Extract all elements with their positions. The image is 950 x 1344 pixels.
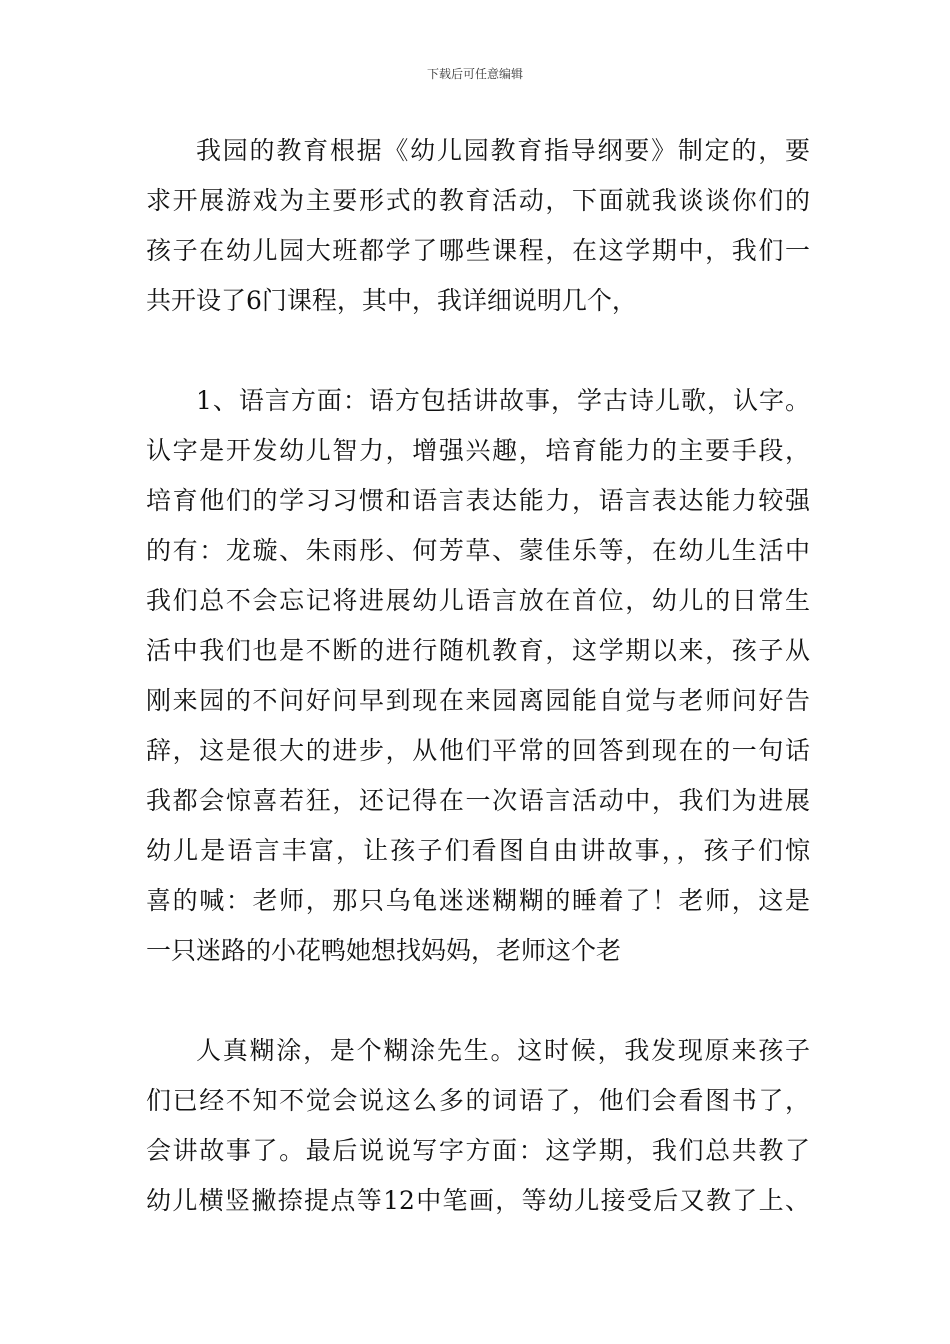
paragraph-2 xyxy=(146,376,810,976)
text-line: 培育他们的学习习惯和语言表达能力，语言表达能力较强 xyxy=(146,486,810,515)
text-line: 我们总不会忘记将进展幼儿语言放在首位，幼儿的日常生 xyxy=(146,586,810,615)
text-line: 孩子在幼儿园大班都学了哪些课程，在这学期中，我们一 xyxy=(146,236,810,265)
text-line: 我园的教育根据《幼儿园教育指导纲要》制定的，要 xyxy=(196,136,810,165)
text-line: 一只迷路的小花鸭她想找妈妈，老师这个老 xyxy=(146,936,622,965)
text-line: 幼儿是语言丰富，让孩子们看图自由讲故事，，孩子们惊 xyxy=(146,836,810,865)
text-line: 认字是开发幼儿智力，增强兴趣，培育能力的主要手段， xyxy=(146,436,810,465)
text-line: 我都会惊喜若狂，还记得在一次语言活动中，我们为进展 xyxy=(146,786,810,815)
text-line: 的有：龙璇、朱雨彤、何芳草、蒙佳乐等，在幼儿生活中 xyxy=(146,536,810,565)
text-line: 们已经不知不觉会说这么多的词语了，他们会看图书了， xyxy=(146,1086,810,1115)
text-line: 求开展游戏为主要形式的教育活动，下面就我谈谈你们的 xyxy=(146,186,810,215)
text-line: 共开设了6门课程，其中，我详细说明几个， xyxy=(146,286,637,315)
paragraph-1 xyxy=(146,126,810,326)
page-header: 下载后可任意编辑 xyxy=(426,67,523,81)
text-line: 辞，这是很大的进步，从他们平常的回答到现在的一句话 xyxy=(146,736,810,765)
text-line: 会讲故事了。最后说说写字方面：这学期，我们总共教了 xyxy=(146,1136,810,1165)
text-line: 喜的喊：老师，那只乌龟迷迷糊糊的睡着了！老师，这是 xyxy=(146,886,810,915)
text-line: 幼儿横竖撇捺提点等12中笔画，等幼儿接受后又教了上、 xyxy=(146,1186,810,1215)
text-line: 人真糊涂，是个糊涂先生。这时候，我发现原来孩子 xyxy=(196,1036,810,1065)
text-line: 活中我们也是不断的进行随机教育，这学期以来，孩子从 xyxy=(146,636,810,665)
paragraph-3 xyxy=(146,1026,810,1226)
text-line: 1、语言方面：语方包括讲故事，学古诗儿歌，认字。 xyxy=(196,386,810,415)
text-line: 刚来园的不问好问早到现在来园离园能自觉与老师问好告 xyxy=(146,686,810,715)
